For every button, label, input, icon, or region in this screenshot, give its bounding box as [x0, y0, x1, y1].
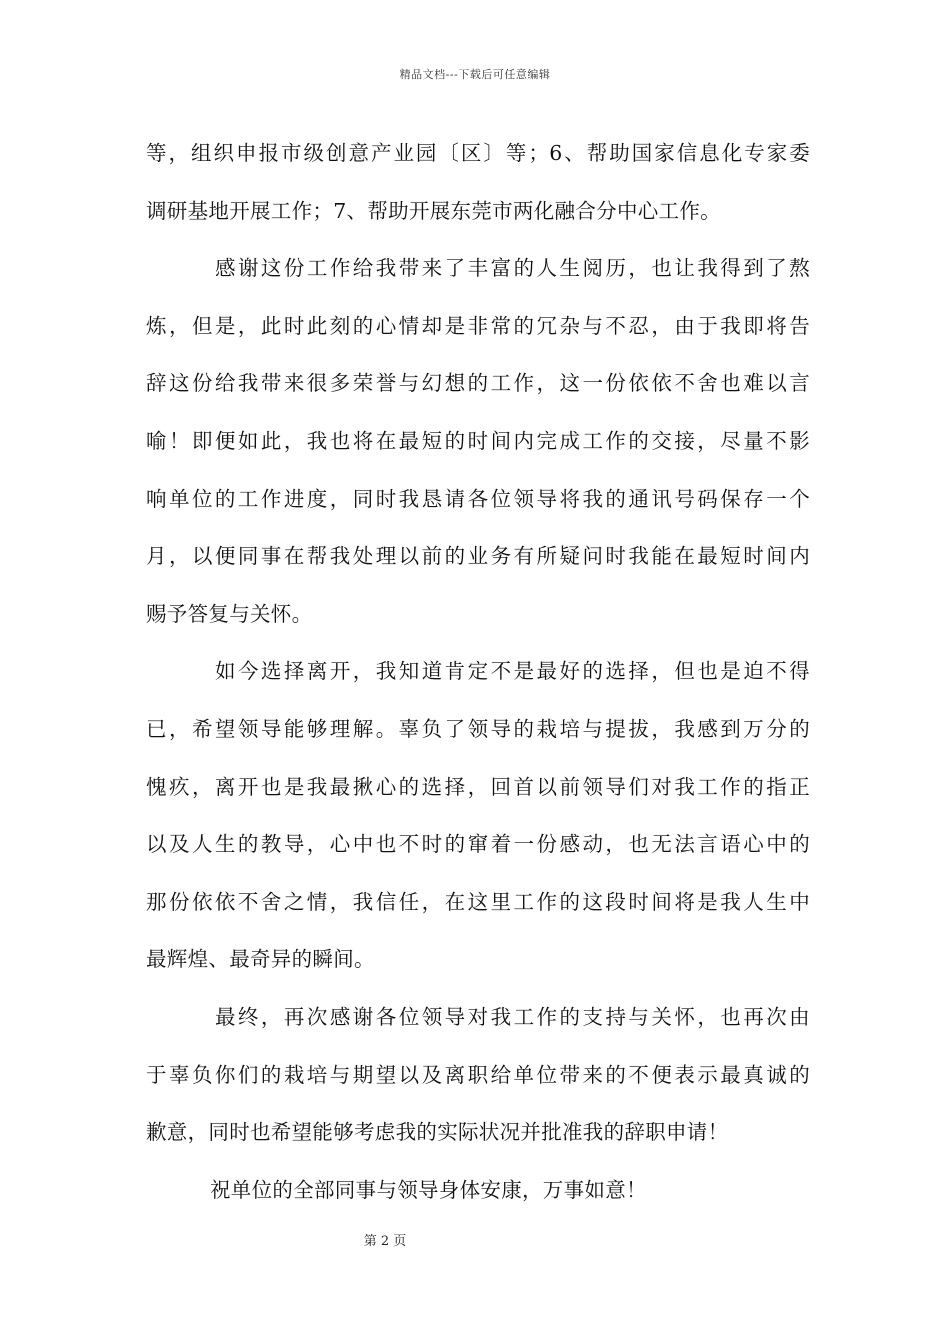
text-line: 等，组织申报市级创意产业园〔区〕等；6、帮助国家信息化专家委 [146, 141, 810, 165]
text-line: 炼，但是，此时此刻的心情却是非常的冗杂与不忍，由于我即将告 [146, 313, 810, 338]
text-line: 那份依依不舍之情，我信任，在这里工作的这段时间将是我人生中 [146, 889, 810, 914]
text-line: 最辉煌、最奇异的瞬间。 [146, 947, 375, 972]
text-line: 愧疚，离开也是我最揪心的选择，回首以前领导们对我工作的指正 [146, 774, 810, 799]
text-line: 响单位的工作进度，同时我恳请各位领导将我的通讯号码保存一个 [146, 486, 810, 511]
text-line: 月，以便同事在帮我处理以前的业务有所疑问时我能在最短时间内 [146, 544, 810, 569]
paragraph [146, 651, 810, 997]
text-line: 调研基地开展工作；7、帮助开展东莞市两化融合分中心工作。 [146, 198, 721, 223]
text-line: 如今选择离开，我知道肯定不是最好的选择，但也是迫不得 [215, 659, 810, 684]
text-line: 赐予答复与关怀。 [146, 601, 313, 626]
text-line: 感谢这份工作给我带来了丰富的人生阅历，也让我得到了熬 [215, 256, 810, 281]
text-line: 歉意，同时也希望能够考虑我的实际状况并批准我的辞职申请！ [146, 1120, 729, 1145]
page-header: 精品文档---下载后可任意编辑 [399, 68, 551, 81]
paragraph [146, 133, 810, 248]
paragraph [146, 1170, 810, 1228]
document-body [146, 133, 810, 1227]
text-line: 辞这份给我带来很多荣誉与幻想的工作，这一份依依不舍也难以言 [146, 371, 810, 396]
text-line: 已，希望领导能够理解。辜负了领导的栽培与提拔，我感到万分的 [146, 716, 810, 741]
text-line: 最终，再次感谢各位领导对我工作的支持与关怀，也再次由 [215, 1004, 810, 1029]
text-line: 于辜负你们的栽培与期望以及离职给单位带来的不便表示最真诚的 [146, 1062, 810, 1087]
paragraph [146, 997, 810, 1170]
text-line: 喻！即便如此，我也将在最短的时间内完成工作的交接，尽量不影 [146, 428, 810, 453]
paragraph [146, 248, 810, 651]
page-number: 第 2 页 [363, 1234, 407, 1249]
text-line: 祝单位的全部同事与领导身体安康，万事如意！ [210, 1177, 647, 1202]
text-line: 以及人生的教导，心中也不时的窜着一份感动，也无法言语心中的 [146, 832, 810, 857]
